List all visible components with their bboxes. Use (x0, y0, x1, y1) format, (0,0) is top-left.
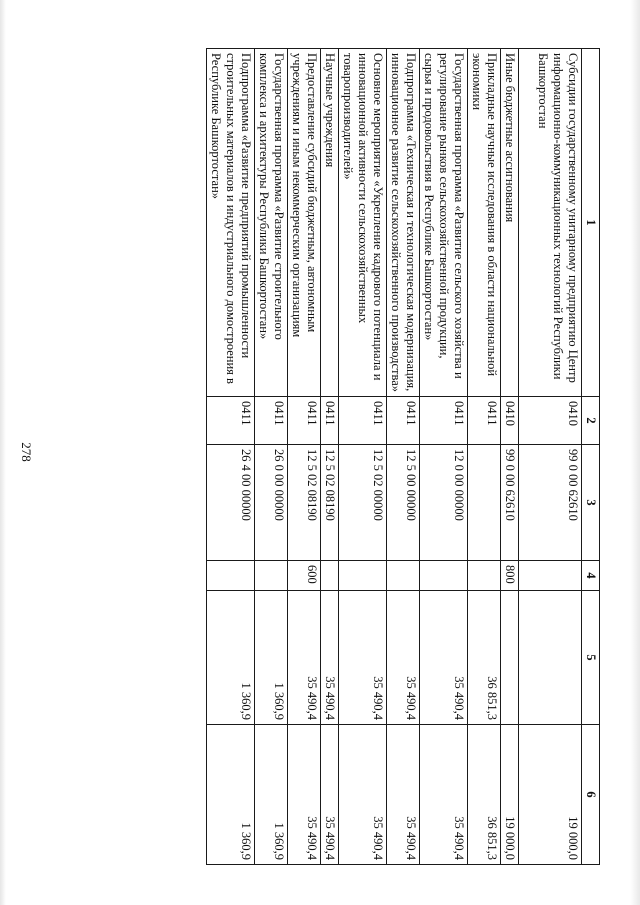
header-cell: 1 (582, 49, 600, 397)
row-csr: 99 0 00 62610 (519, 445, 582, 561)
row-csr: 12 5 02 00000 (339, 445, 387, 561)
table-row (468, 49, 501, 865)
table-row (288, 49, 321, 865)
row-sum-a: 1 360,9 (255, 591, 288, 725)
row-sum-b: 1 360,9 (207, 725, 255, 865)
row-vr: 800 (501, 561, 519, 591)
row-sum-b: 36 851,3 (468, 725, 501, 865)
table-row (255, 49, 288, 865)
header-row (582, 49, 600, 865)
row-vr (321, 561, 339, 591)
row-rz: 0411 (207, 397, 255, 445)
row-csr: 26 0 00 00000 (255, 445, 288, 561)
table-row (321, 49, 339, 865)
row-csr: 12 5 00 00000 (387, 445, 420, 561)
row-vr (519, 561, 582, 591)
row-vr (207, 561, 255, 591)
row-sum-a: 35 490,4 (387, 591, 420, 725)
row-sum-b: 35 490,4 (288, 725, 321, 865)
row-rz: 0411 (387, 397, 420, 445)
row-rz: 0411 (339, 397, 387, 445)
table-row (420, 49, 468, 865)
page-number: 278 (19, 442, 34, 462)
row-csr: 12 5 02 08190 (288, 445, 321, 561)
budget-table (206, 48, 600, 865)
row-name: Государственная программа «Развитие сельского хозяйства и регулирование рынков сельскохозяйственной продукции, сырья и продовольствия в Республике Башкортостан» (420, 49, 468, 397)
header-cell: 2 (582, 397, 600, 445)
table-row (207, 49, 255, 865)
row-sum-b: 35 490,4 (387, 725, 420, 865)
table-row (519, 49, 582, 865)
row-sum-a (519, 591, 582, 725)
row-vr (420, 561, 468, 591)
row-csr: 12 5 02 08190 (321, 445, 339, 561)
row-sum-b: 35 490,4 (321, 725, 339, 865)
row-vr (468, 561, 501, 591)
row-sum-b: 19 000,0 (501, 725, 519, 865)
row-name: Основное мероприятие «Укрепление кадрового потенциала и инновационной активности сельскохозяйственных товаропроизводителей» (339, 49, 387, 397)
row-rz: 0411 (288, 397, 321, 445)
row-rz: 0410 (519, 397, 582, 445)
header-cell: 4 (582, 561, 600, 591)
row-sum-b: 1 360,9 (255, 725, 288, 865)
row-name: Предоставление субсидий бюджетным, автономным учреждениям и иным некоммерческим организациям (288, 49, 321, 397)
row-sum-a: 35 490,4 (288, 591, 321, 725)
header-cell: 6 (582, 725, 600, 865)
row-sum-a: 35 490,4 (321, 591, 339, 725)
row-sum-a: 35 490,4 (420, 591, 468, 725)
row-sum-b: 19 000,0 (519, 725, 582, 865)
row-rz: 0411 (321, 397, 339, 445)
row-name: Подпрограмма «Техническая и технологическая модернизация, инновационное развитие сельскохозяйственного производства» (387, 49, 420, 397)
row-rz: 0410 (501, 397, 519, 445)
row-rz: 0411 (255, 397, 288, 445)
row-name: Прикладные научные исследования в области национальной экономики (468, 49, 501, 397)
table-row (501, 49, 519, 865)
row-vr (255, 561, 288, 591)
row-name: Иные бюджетные ассигнования (501, 49, 519, 397)
row-sum-a (501, 591, 519, 725)
row-name: Научные учреждения (321, 49, 339, 397)
row-sum-b: 35 490,4 (339, 725, 387, 865)
row-sum-a: 35 490,4 (339, 591, 387, 725)
row-vr: 600 (288, 561, 321, 591)
row-name: Субсидии государственному унитарному предприятию Центр информационно-коммуникационных технологий Республики Башкортостан (519, 49, 582, 397)
row-csr: 26 4 00 00000 (207, 445, 255, 561)
header-cell: 5 (582, 591, 600, 725)
row-csr (468, 445, 501, 561)
row-rz: 0411 (468, 397, 501, 445)
row-vr (339, 561, 387, 591)
row-sum-a: 36 851,3 (468, 591, 501, 725)
row-name: Подпрограмма «Развитие предприятий промышленности строительных материалов и индустриального домостроения в Республике Башкортостан» (207, 49, 255, 397)
row-sum-b: 35 490,4 (420, 725, 468, 865)
row-csr: 99 0 00 62610 (501, 445, 519, 561)
scan-edge-left (0, 0, 6, 905)
table-row (387, 49, 420, 865)
rotated-page-content (88, 48, 600, 864)
row-vr (387, 561, 420, 591)
row-sum-a: 1 360,9 (207, 591, 255, 725)
row-rz: 0411 (420, 397, 468, 445)
scan-edge-right (630, 0, 640, 905)
row-csr: 12 0 00 00000 (420, 445, 468, 561)
header-cell: 3 (582, 445, 600, 561)
row-name: Государственная программа «Развитие строительного комплекса и архитектуры Республики Башкортостан» (255, 49, 288, 397)
table-row (339, 49, 387, 865)
